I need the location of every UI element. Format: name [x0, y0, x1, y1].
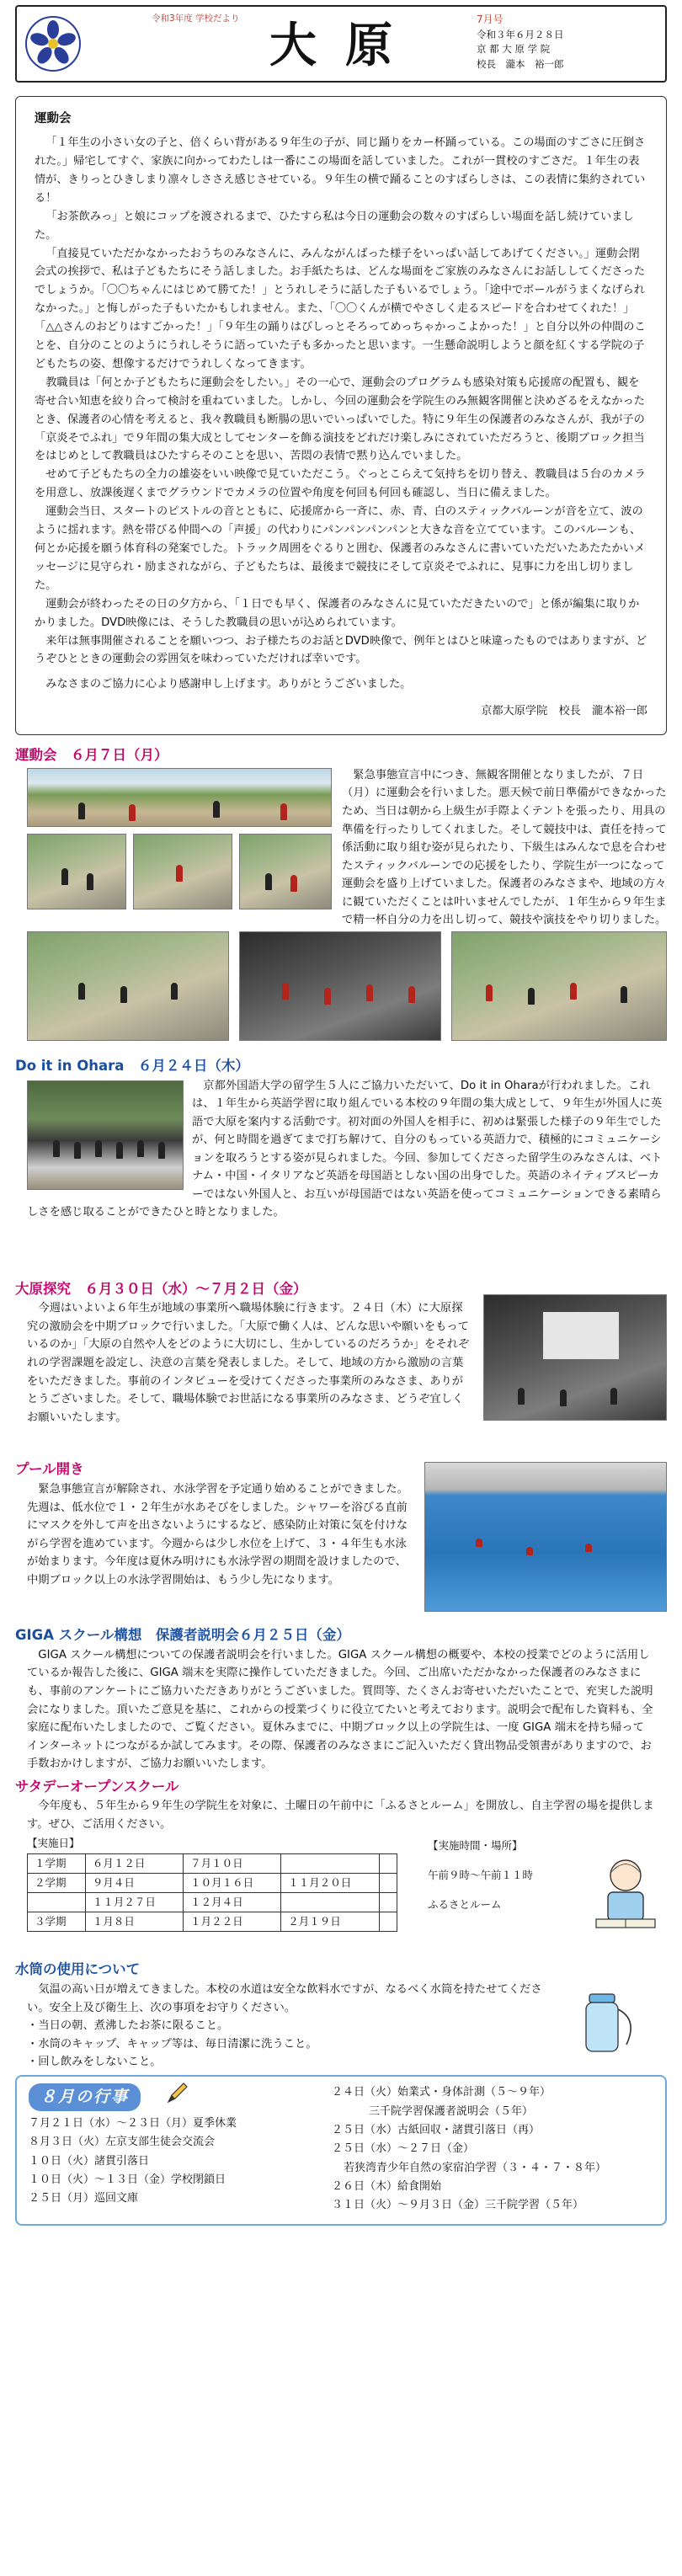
term-cell — [28, 1893, 86, 1912]
sports-photo-balloons — [239, 834, 332, 909]
water-bottle-title: 水筒の使用について — [15, 1961, 141, 1978]
principal-message — [15, 96, 667, 735]
event-item: ３１日（火）〜９月３日（金）三千院学習（５年） — [332, 2199, 584, 2212]
message-paragraph: 運動会当日、スタートのピストルの音とともに、応援席から一斉に、赤、青、白のスティックバルーンが音を立て、波のように揺れます。熱を帯びる仲間への「声援」の代わりにパンパンパンパンと大きな音を立てています。このバルーンも、何とか応援を願う体育科の発案でした。トラック周囲をぐるりと囲む、保護者のみなさんに書いていただいたあたたかいメッセージに見守られ・励まされながら、子どもたちは、最後まで競技にそして京炎そでふれに、見事に力を出し切りました。 — [35, 505, 646, 592]
events-title: ８月の行事 — [29, 2083, 141, 2111]
event-item: ２５日（水）古紙回収・諸貫引落日（再） — [332, 2123, 541, 2136]
saturday-title: サタデーオープンスクール — [15, 1778, 179, 1795]
message-paragraph: 「１年生の小さい女の子と、倍くらい背がある９年生の子が、同じ踊りをカー杯踊っている。この場面のすごさに圧倒された。」帰宅してすぐ、家族に向かってわたしは一番にこの場面を話していました。これが一貫校のすごさだ。１年生の表情が、きりっとひきしまり凛々しささえ感じさせている。９年生の横で踊ることのすばらしさは、この表情に集約されている！ — [35, 136, 646, 205]
event-item: ８月３日（火）左京支部生徒会交流会 — [29, 2136, 216, 2149]
event-item: ２６日（木）給食開始 — [332, 2179, 442, 2193]
issue-date: 令和３年６月２８日 — [477, 28, 564, 40]
pool-text-box — [27, 1480, 414, 1589]
principal-name: 校長 瀧本 裕一郎 — [477, 58, 564, 71]
water-rule: ・水筒のキャップ、キャップ等は、毎日清潔に洗うこと。 — [27, 2037, 317, 2051]
event-item: １０日（火）諸貫引落日 — [29, 2154, 150, 2168]
saturday-intro — [15, 1797, 667, 1833]
school-name: 京 都 大 原 学 院 — [477, 43, 551, 56]
newsletter-header — [15, 5, 667, 83]
message-paragraph: 教職員は「何とか子どもたちに運動会をしたい。」その一心で、運動会のプログラムも感染対策も応援席の配置も、観を寄せ合い知恵を絞り合って検討を重ねていました。しかし、今回の運動会を学院生のみ無観客開催と決めざるをえなかったとき、保護者の心情を考えると、我々教職員も断腸の思いでいっぱいでした。特に９年生の保護者のみなさんが、我が子の「京炎そでふれ」で９年間の集大成としてセンターを飾る演技をどれだけ楽しみにされていただろうと、後期ブロック担当をはじめとして教職員はひたすらそのことを思い、苦悶の表情で黙り込んでいました。 — [35, 376, 645, 463]
message-paragraph: 「お茶飲みっ」と娘にコップを渡されるまで、ひたすら私は今日の運動会の数々のすばらしい場面を話し続けていました。 — [35, 210, 634, 242]
saturday-schedule — [15, 1833, 667, 1960]
emblem-area — [17, 7, 143, 81]
sports-photo-hurdles-run — [27, 931, 229, 1041]
message-paragraph: せめて子どもたちの全力の雄姿をいい映像で見ていただこう。ぐっとこらえて気持ちを切り替え、教職員は５台のカメラを用意し、放課後遅くまでグラウンドでカメラの位置や角度を何回も何回も確認し、当日に備えました。 — [35, 468, 646, 500]
ohara-title: Do it in Ohara ６月２４日（木） — [15, 1057, 249, 1074]
message-paragraph: みなさまのご協力に心より感謝申し上げます。ありがとうございました。 — [45, 678, 412, 691]
issue-label: 7月号 — [477, 13, 504, 25]
ohara-section — [15, 1077, 667, 1279]
term-cell: ２学期 — [28, 1874, 86, 1893]
schedule-label: 【実施日】 — [27, 1837, 80, 1850]
water-text: 気温の高い日が増えてきました。本校の水道は安全な飲料水ですが、なるべく水筒を持たせてください。安全上及び衛生上、次の事項をお守りください。 — [27, 1983, 542, 2014]
table-row: １学期 ６月１２日 ７月１０日 — [28, 1854, 397, 1874]
sports-photo-race — [27, 834, 126, 909]
water-bottle-section — [15, 1981, 667, 2068]
time-label: 【実施時間・場所】 — [428, 1839, 523, 1853]
water-rule: ・回し飲みをしないこと。 — [27, 2056, 162, 2069]
time-place-box — [428, 1835, 533, 1915]
sports-day-text: 緊急事態宣言中につき、無観客開催となりましたが、７日（月）に運動会を行いました。悪天候で前日準備ができなかったため、当日は朝から上級生が手際よくテントを張ったり、用具の準備を行ったりしてくれました。そして競技中は、責任を持って係活動に取り組む姿が見られたり、下級生はみんなで息を合わせたスティックバルーンでの応援をしたり、学院生が一つになって運動会を盛り上げていました。保護者のみなさまや、地域の方々に観ていただくことは叶いませんでしたが、１年生から９年生まで精一杯自分の力を出し切って、競技や演技をやり切りました。 — [342, 768, 667, 927]
schedule-table — [27, 1853, 397, 1932]
pool-photo — [424, 1462, 667, 1612]
table-row: ３学期 １月８日 １月２２日 ２月１９日 — [28, 1912, 397, 1932]
water-bottle-icon — [571, 1986, 647, 2058]
message-paragraph: 来年は無事開催されることを願いつつ、お子様たちのお話とDVD映像で、例年とはひと味違ったものではありますが、どうぞひとときの運動会の雰囲気を味わっていただければ幸いです。 — [35, 634, 647, 666]
giga-title: GIGA スクール構想 保護者説明会６月２５日（金） — [15, 1627, 350, 1644]
place-value: ふるさとルーム — [428, 1898, 502, 1912]
event-item: 三千院学習保護者説明会（５年） — [369, 2104, 534, 2118]
event-item: 若狭湾青少年自然の家宿泊学習（３・４・７・８年） — [344, 2161, 607, 2174]
sports-photo-hurdle — [133, 834, 232, 909]
tankyu-section — [15, 1299, 667, 1459]
newsletter-title: 大原 — [269, 18, 421, 73]
event-item: ２４日（火）始業式・身体計測（５〜９年） — [332, 2086, 551, 2099]
sports-day-section — [15, 766, 667, 1044]
header-info — [477, 12, 653, 72]
table-row: ２学期 ９月４日 １０月１６日 １１月２０日 — [28, 1874, 397, 1893]
tankyu-text: 今週はいよいよ６年生が地域の事業所へ職場体験に行きます。２４日（木）に大原探究の激励会を中期ブロックで行いました。「大原で働く人は、どんな思いや願いをもっているのか」「大原の自然や人をどのように大切にし、生かしているのだろうか」をそれぞれの学習課題を設定し、決意の言葉を発表しました。そして、地域の方から激励の言葉をいただきました。事前のインタビューを受けてくださった事業所のみなさま、ありがとうございました。そして、職場体験でお世話になる事業所のみなさま、どうぞ宜しくお願いいたします。 — [27, 1302, 470, 1424]
august-events-box — [15, 2075, 667, 2226]
term-cell: １学期 — [28, 1854, 86, 1874]
sports-day-title: 運動会 ６月７日（月） — [15, 747, 168, 764]
sports-photo-soran — [451, 931, 667, 1041]
sports-day-text-box — [342, 766, 667, 930]
water-rule: ・当日の朝、煮沸したお茶に限ること。 — [27, 2019, 229, 2033]
sports-photo-dance — [239, 931, 441, 1041]
newsletter-label: 令和3年度 学校だより — [152, 13, 240, 24]
sports-photo-tents — [27, 768, 332, 827]
time-value: 午前９時〜午前１１時 — [428, 1869, 534, 1882]
ohara-text-box — [27, 1077, 667, 1222]
ohara-text: 京都外国語大学の留学生５人にご協力いただいて、Do it in Oharaが行われました。これは、１年生から英語学習に取り組んでいる本校の９年間の集大成として、９年生が外国人に英語で大原を案内する活動です。初対面の外国人を相手に、初めは緊張した様子の９年生でしたが、何と時間を過ぎてまで打ち解けて、自分のもっている英語力で、積極的にコミュニケーションを取ろうとする姿が見られました。今回、参加してくださった留学生のみなさんは、ベトナム・中国・イタリアなど英語を母国語としない国の出身でした。英語のネイティブスピーカーではない外国人と、お互いが母国語ではない英語を使ってコミュニケーションできる素晴らしさを感じ取ることができたひと時となりました。 — [27, 1079, 663, 1219]
event-item: ７月２１日（水）〜２３日（月）夏季休業 — [29, 2116, 237, 2130]
term-cell: ３学期 — [28, 1912, 86, 1932]
message-paragraph: 運動会が終わったその日の夕方から、「１日でも早く、保護者のみなさんに見ていただきたいので」と係が編集に取りかかりました。DVD映像には、そうした教職員の思いが込められています。 — [35, 597, 640, 629]
pool-text: 緊急事態宣言が解除され、水泳学習を予定通り始めることができました。先週は、低水位で１・２年生が水あそびをしました。シャワーを浴びる直前にマスクを外して声を出さないようにするなど、感染防止対策に気を付けながら学習を進めています。今週からは少し水位を上げて、３・４年生も水泳が始まります。今年度は夏休み明けにも水泳学習の期間を設けましたので、中期ブロック以上の水泳学習開始は、もう少し先になります。 — [27, 1483, 408, 1587]
water-text-box — [27, 1981, 549, 2072]
pencil-icon — [165, 2080, 190, 2105]
pool-title: プール開き — [15, 1461, 84, 1478]
pool-section — [15, 1480, 667, 1624]
tankyu-photo-presentation — [483, 1294, 667, 1421]
event-item: ２５日（水）〜２７日（金） — [332, 2142, 475, 2156]
message-signature: 京都大原学院 校長 瀧本裕一郎 — [481, 705, 647, 718]
studying-student-icon — [588, 1850, 663, 1943]
table-row: １１月２７日 １２月４日 — [28, 1893, 397, 1912]
event-item: １０日（火）〜１３日（金）学校閉鎖日 — [29, 2173, 226, 2186]
message-heading: 運動会 — [35, 112, 72, 125]
tankyu-title: 大原探究 ６月３０日（水）〜７月２日（金） — [15, 1280, 307, 1297]
saturday-text: 今年度も、５年生から９年生の学院生を対象に、土曜日の午前中に「ふるさとルーム」を開放し、自主学習の場を提供します。ぜひ、ご活用ください。 — [27, 1800, 654, 1831]
giga-section — [15, 1646, 667, 1773]
giga-text: GIGA スクール構想についての保護者説明会を行いました。GIGA スクール構想の概要や、本校の授業でどのように活用しているか報告した後に、GIGA 端末を実際に操作していただきました。今回、ご出席いただかなかった保護者のみなさまにも、事前のアンケートにご協力いただきありがとうございました。質問等、たくさんお寄せいただいたことで、充実した説明会になりました。頂いたご意見を基に、これからの授業づくりに役立てたいと考えております。説明会で配布した資料も、全家庭に配布いたしましたので、ご覧ください。夏休みまでに、中期ブロック以上の学院生は、一度 GIGA 端末を持ち帰ってインターネットにつながるか試してみます。その際、保護者のみなさまにご記入いただく貸出物品受領書がありますので、お手数おかけしますが、ご協力お願いいたします。 — [27, 1648, 653, 1771]
school-emblem-icon — [24, 14, 83, 73]
events-right-column — [332, 2083, 653, 2216]
message-paragraph: 「直接見ていただかなかったおうちのみなさんに、みんながんばった様子をいっぱい話してあげてください。」運動会閉会式の挨拶で、私は子どもたちにそう話しました。お手紙たちは、どんな場面をご家族のみなさんにお話ししてくださったでしょうか。「〇〇ちゃんにはじめて勝てた！」とうれしそうに話した子もいるでしょう。「途中でボールがうまくなげられなかった。」と悔しがった子もいたかもしれません。また、「〇〇くんが横でやさしく走るスピードを合わせてくれた！」「△△さんのおどりはすごかった！」「９年生の踊りはびしっとそろってめっちゃかっこよかった！」と自分以外の仲間のことを、自分のことのようにうれしそうに語っていた子も多かったと思います。一生懸命説明しようと顔を紅くする学院の子どもたちの姿、想像するだけでうれしくなってきます。 — [35, 247, 646, 371]
event-item: ２５日（月）巡回文庫 — [29, 2192, 139, 2205]
tankyu-text-box — [27, 1299, 472, 1427]
